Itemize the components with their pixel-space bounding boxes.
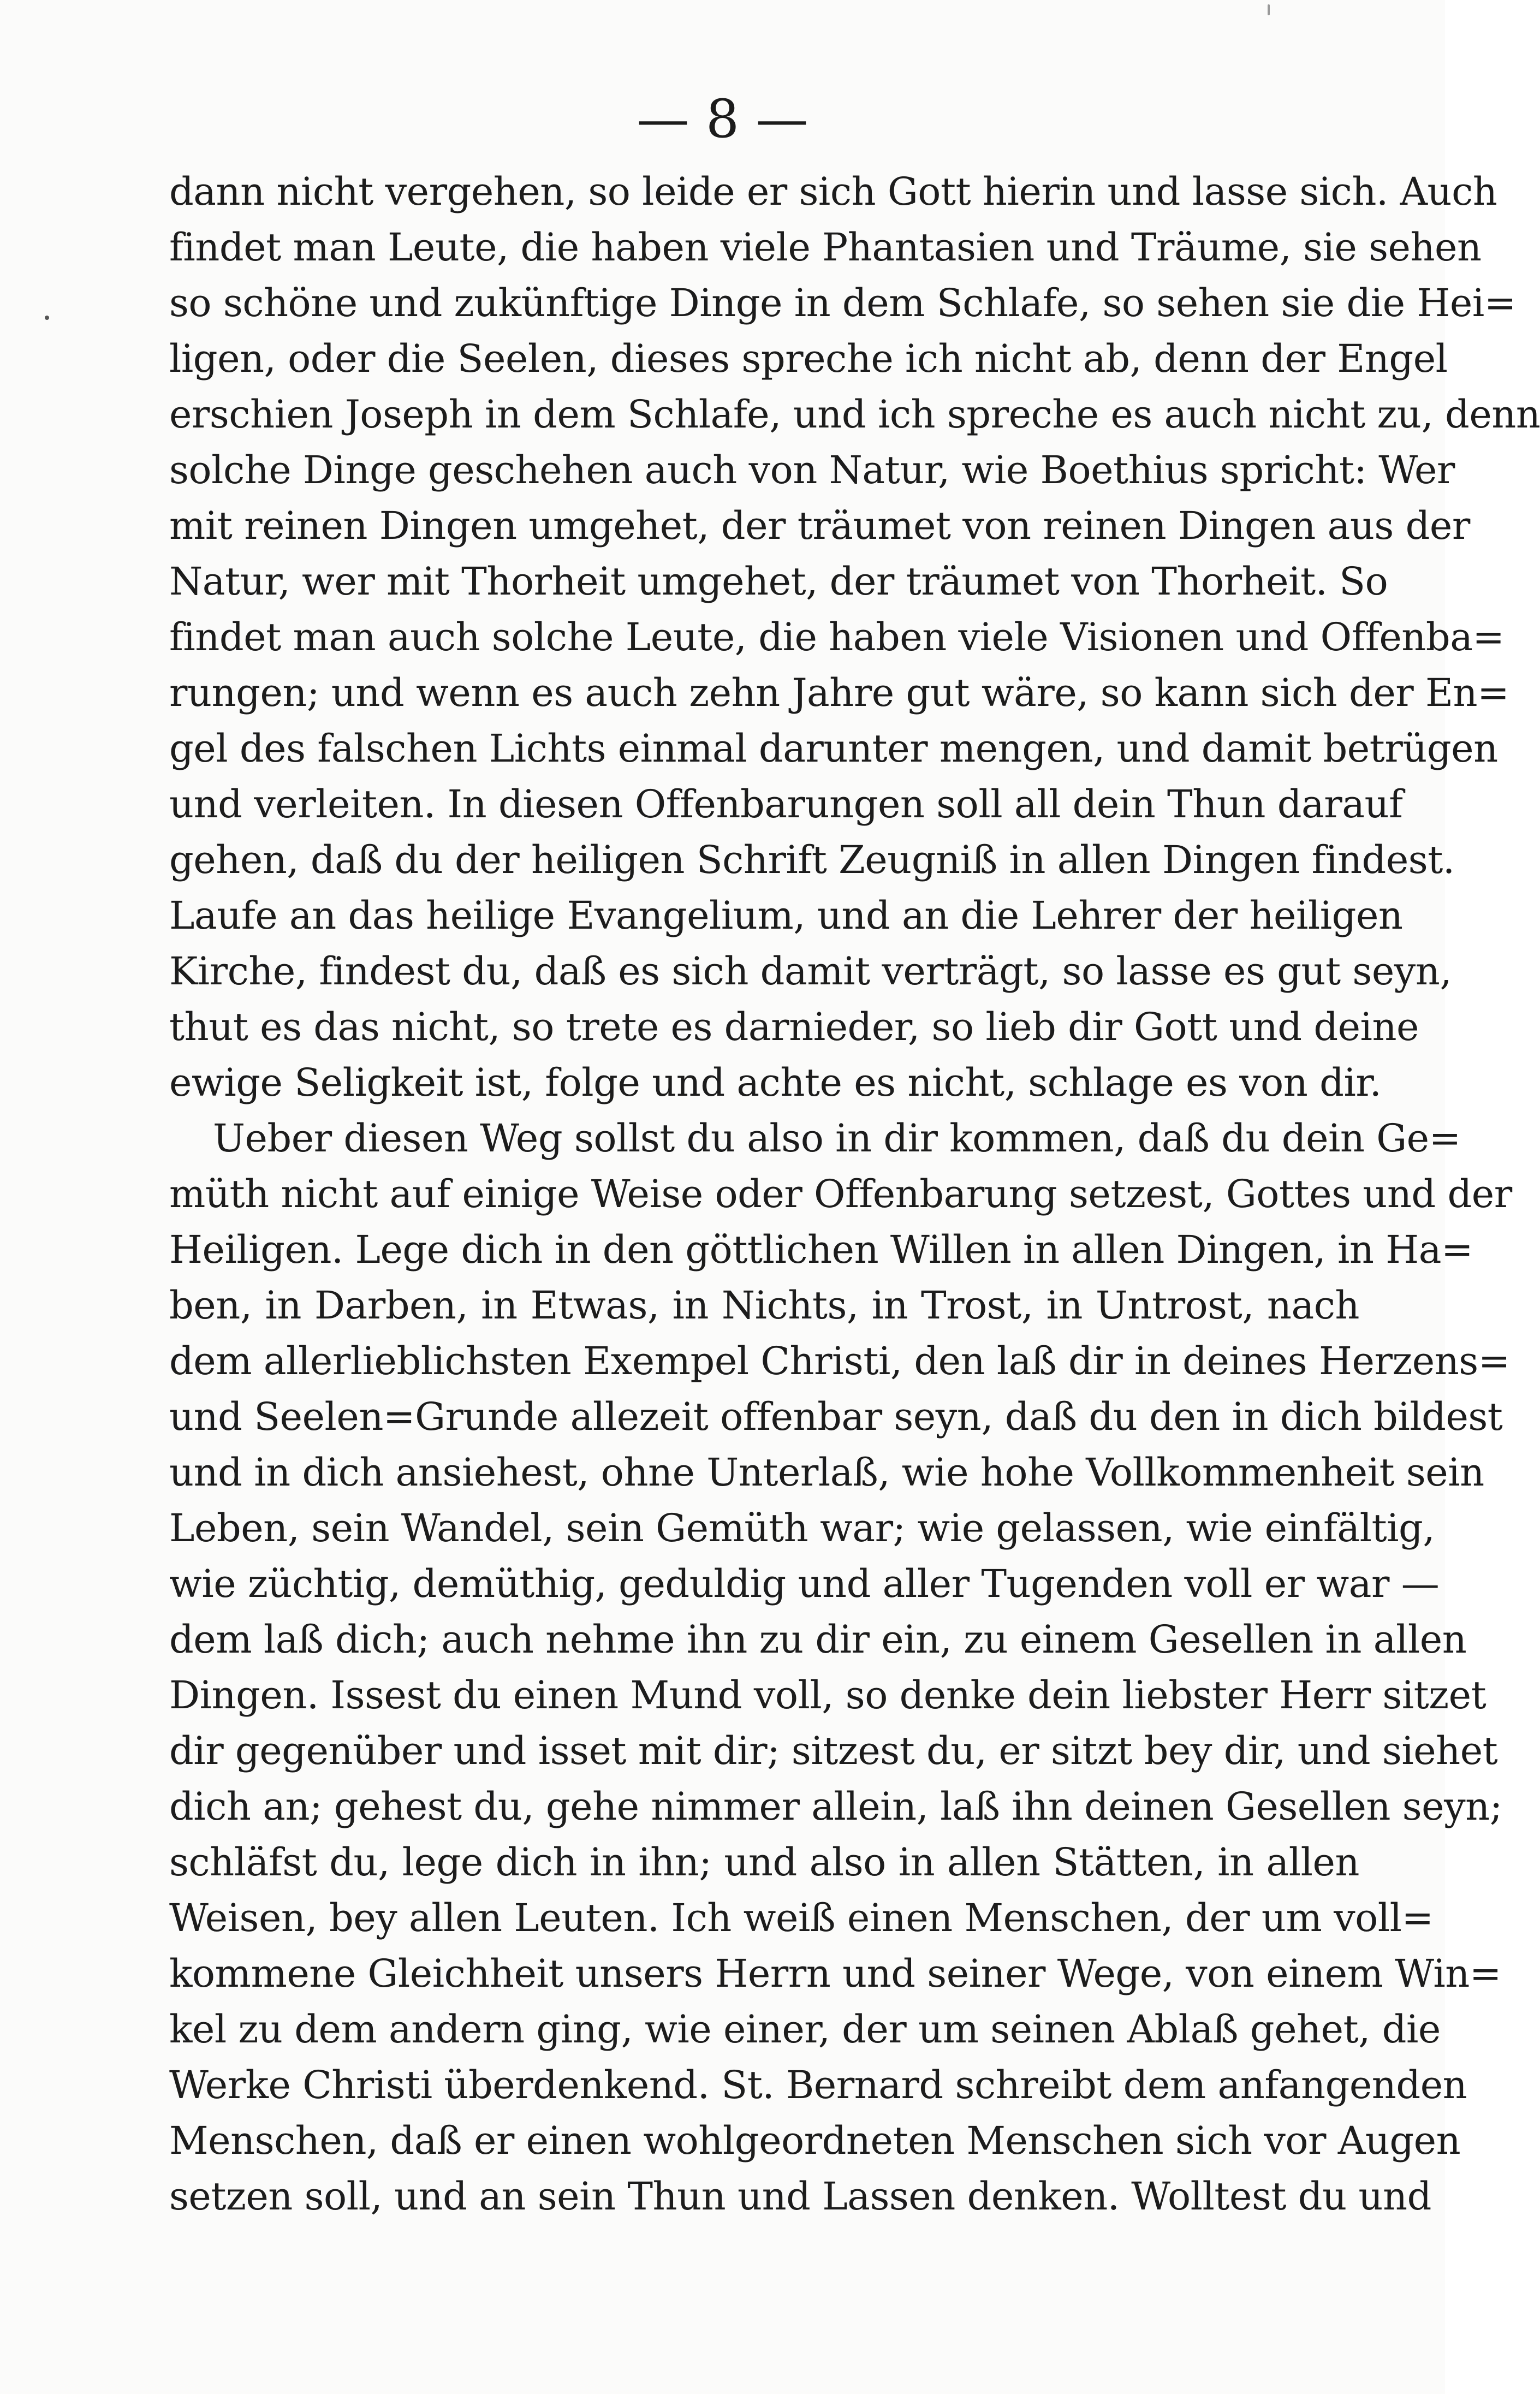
text-line: mit reinen Dingen umgehet, der träumet von reinen Dingen aus der [169,503,1470,548]
text-line: schläfst du, lege dich in ihn; und also in allen Stätten, in allen [169,1840,1359,1885]
text-line: Weisen, bey allen Leuten. Ich weiß einen Menschen, der um voll= [169,1896,1434,1940]
body-text [169,164,1540,2224]
text-line: Kirche, findest du, daß es sich damit verträgt, so lasse es gut seyn, [169,949,1452,994]
text-line: Heiligen. Lege dich in den göttlichen Willen in allen Dingen, in Ha= [169,1227,1473,1272]
text-line: rungen; und wenn es auch zehn Jahre gut wäre, so kann sich der En= [169,670,1509,715]
text-line: erschien Joseph in dem Schlafe, und ich spreche es auch nicht zu, denn [169,392,1540,437]
text-line: Ueber diesen Weg sollst du also in dir kommen, daß du dein Ge= [213,1116,1461,1161]
paper-mark [1268,4,1270,15]
text-line: dir gegenüber und isset mit dir; sitzest du, er sitzt bey dir, und siehet [169,1728,1498,1773]
text-line: dann nicht vergehen, so leide er sich Gott hierin und lasse sich. Auch [169,169,1497,214]
text-line: wie züchtig, demüthig, geduldig und aller Tugenden voll er war — [169,1561,1440,1606]
text-line: Natur, wer mit Thorheit umgehet, der träumet von Thorheit. So [169,559,1388,604]
text-line: ben, in Darben, in Etwas, in Nichts, in Trost, in Untrost, nach [169,1283,1359,1328]
text-line: und in dich ansiehest, ohne Unterlaß, wie hohe Vollkommenheit sein [169,1450,1484,1495]
text-line: findet man Leute, die haben viele Phantasien und Träume, sie sehen [169,225,1482,270]
text-line: gehen, daß du der heiligen Schrift Zeugniß in allen Dingen findest. [169,837,1455,882]
text-line: solche Dinge geschehen auch von Natur, wie Boethius spricht: Wer [169,448,1455,492]
text-line: Laufe an das heilige Evangelium, und an die Lehrer der heiligen [169,893,1403,938]
text-line: Dingen. Issest du einen Mund voll, so denke dein liebster Herr sitzet [169,1673,1487,1718]
text-line: Menschen, daß er einen wohlgeordneten Menschen sich vor Augen [169,2118,1461,2163]
text-line: gel des falschen Lichts einmal darunter mengen, und damit betrügen [169,726,1498,771]
text-line: und Seelen=Grunde allezeit offenbar seyn, daß du den in dich bildest [169,1394,1503,1439]
text-line: setzen soll, und an sein Thun und Lassen denken. Wolltest du und [169,2174,1431,2219]
text-line: thut es das nicht, so trete es darnieder, so lieb dir Gott und deine [169,1005,1419,1049]
text-line: dich an; gehest du, gehe nimmer allein, laß ihn deinen Gesellen seyn; [169,1784,1502,1829]
text-line: ligen, oder die Seelen, dieses spreche ich nicht ab, denn der Engel [169,336,1448,381]
paper-speck [45,316,49,320]
page-number: — 8 — [637,88,808,150]
text-line: Leben, sein Wandel, sein Gemüth war; wie gelassen, wie einfältig, [169,1506,1435,1551]
text-line: Werke Christi überdenkend. St. Bernard schreibt dem anfangenden [169,2063,1467,2107]
text-line: dem allerlieblichsten Exempel Christi, den laß dir in deines Herzens= [169,1339,1510,1383]
text-line: ewige Seligkeit ist, folge und achte es nicht, schlage es von dir. [169,1060,1382,1105]
text-line: dem laß dich; auch nehme ihn zu dir ein, zu einem Gesellen in allen [169,1617,1467,1662]
text-line: kommene Gleichheit unsers Herrn und seiner Wege, von einem Win= [169,1951,1501,1996]
text-line: müth nicht auf einige Weise oder Offenbarung setzest, Gottes und der [169,1172,1512,1216]
text-line: und verleiten. In diesen Offenbarungen soll all dein Thun darauf [169,782,1403,827]
text-line: findet man auch solche Leute, die haben viele Visionen und Offenba= [169,615,1505,660]
text-line: so schöne und zukünftige Dinge in dem Schlafe, so sehen sie die Hei= [169,281,1516,325]
text-line: kel zu dem andern ging, wie einer, der um seinen Ablaß gehet, die [169,2007,1441,2052]
